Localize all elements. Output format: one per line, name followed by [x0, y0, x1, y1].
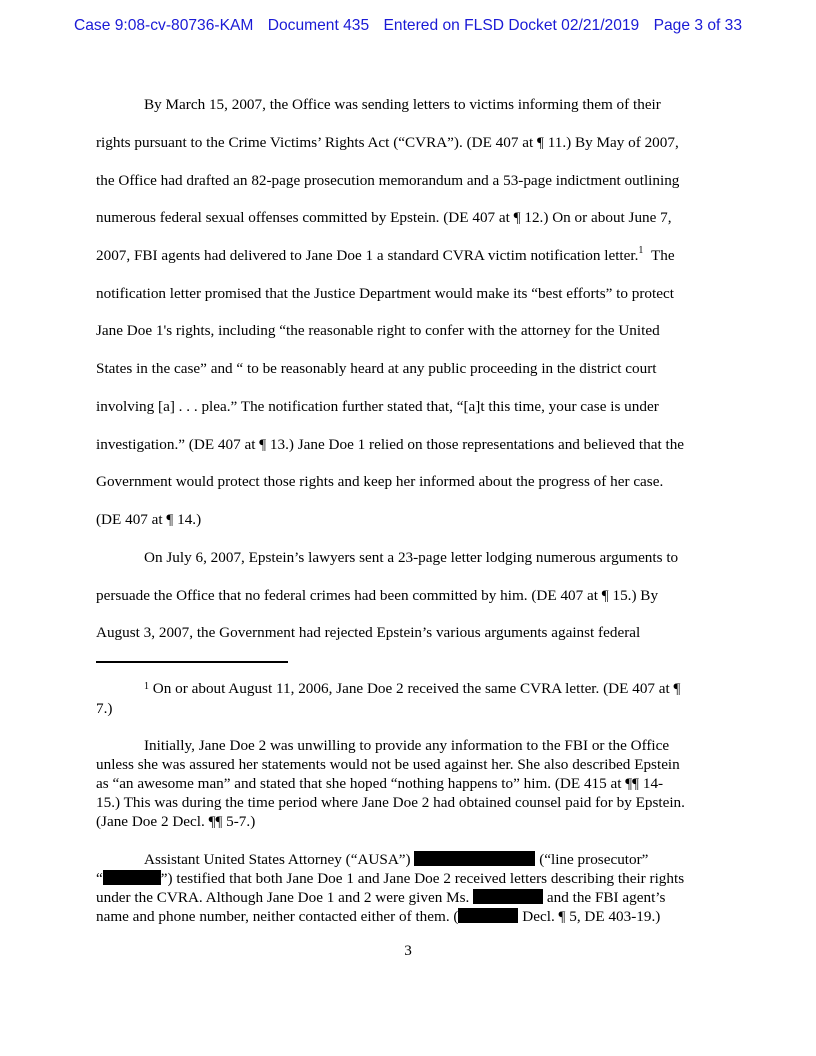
footnote-reference: 1 [638, 245, 644, 256]
body-line: Government would protect those rights and keep her informed about the progress of her case. [96, 473, 664, 490]
footnote-text: (“line prosecutor” [539, 851, 649, 868]
body-line: notification letter promised that the Justice Department would make its “best efforts” to protect [96, 285, 674, 302]
footnote-line [144, 851, 648, 868]
redaction-box [414, 851, 535, 866]
body-line: rights pursuant to the Crime Victims’ Rights Act (“CVRA”). (DE 407 at ¶ 11.) By May of 2007, [96, 134, 679, 151]
body-line: the Office had drafted an 82-page prosecution memorandum and a 53-page indictment outlining [96, 172, 680, 189]
footnote-line [96, 889, 665, 906]
body-line: persuade the Office that no federal crimes had been committed by him. (DE 407 at ¶ 15.) By [96, 587, 659, 604]
redaction-box [458, 908, 518, 923]
body-line: investigation.” (DE 407 at ¶ 13.) Jane Doe 1 relied on those representations and believed that the [96, 436, 685, 453]
redaction-box [103, 870, 161, 885]
footnote-line: as “an awesome man” and stated that she hoped “nothing happens to” him. (DE 415 at ¶¶ 14- [96, 775, 664, 792]
case-number: Case 9:08-cv-80736-KAM [73, 17, 254, 34]
body-line: Jane Doe 1's rights, including “the reasonable right to confer with the attorney for the United [96, 322, 660, 339]
footnote-line: (Jane Doe 2 Decl. ¶¶ 5-7.) [96, 813, 256, 830]
redaction-box [473, 889, 543, 904]
footnote-line: 15.) This was during the time period where Jane Doe 2 had obtained counsel paid for by Epstein. [96, 794, 685, 811]
document-number: Document 435 [267, 17, 370, 34]
body-line: involving [a] . . . plea.” The notification further stated that, “[a]t this time, your case is under [96, 398, 659, 415]
footnote-line [96, 870, 684, 887]
footnote-line [144, 680, 680, 697]
body-line-tail: The [651, 247, 675, 264]
footnote-text: Assistant United States Attorney (“AUSA”) [144, 851, 411, 868]
page-count: Page 3 of 33 [653, 17, 743, 34]
body-line-with-footnote [96, 247, 675, 265]
body-line: By March 15, 2007, the Office was sending letters to victims informing them of their [144, 96, 661, 113]
body-line: August 3, 2007, the Government had rejected Epstein’s various arguments against federal [96, 624, 641, 641]
footnote-text: On or about August 11, 2006, Jane Doe 2 received the same CVRA letter. (DE 407 at ¶ [152, 680, 681, 697]
body-line: 2007, FBI agents had delivered to Jane Doe 1 a standard CVRA victim notification letter. [96, 247, 639, 264]
footnote-line: unless she was assured her statements would not be used against her. She also described Epstein [96, 756, 680, 773]
footnote-line [96, 908, 660, 925]
body-line: States in the case” and “ to be reasonably heard at any public proceeding in the district court [96, 360, 657, 377]
body-line: numerous federal sexual offenses committed by Epstein. (DE 407 at ¶ 12.) On or about June 7, [96, 209, 672, 226]
footnote-text: ”) testified that both Jane Doe 1 and Jane Doe 2 received letters describing their rights [160, 870, 685, 887]
footnote-number: 1 [144, 681, 149, 692]
footnote-line: 7.) [96, 700, 113, 717]
footnote-text: under the CVRA. Although Jane Doe 1 and 2 were given Ms. [96, 889, 470, 906]
footnote-text: Decl. ¶ 5, DE 403-19.) [522, 908, 661, 925]
body-line: On July 6, 2007, Epstein’s lawyers sent a 23-page letter lodging numerous arguments to [144, 549, 679, 566]
docket-header [0, 17, 816, 35]
footnote-line: Initially, Jane Doe 2 was unwilling to provide any information to the FBI or the Office [144, 737, 670, 754]
footnote-text: “ [96, 870, 103, 887]
footnote-text: and the FBI agent’s [546, 889, 666, 906]
entered-docket: Entered on FLSD Docket 02/21/2019 [383, 17, 640, 34]
footnote-separator [96, 661, 288, 663]
body-line: (DE 407 at ¶ 14.) [96, 511, 202, 528]
footnote-text: name and phone number, neither contacted either of them. ( [96, 908, 459, 925]
page-number: 3 [404, 942, 412, 959]
